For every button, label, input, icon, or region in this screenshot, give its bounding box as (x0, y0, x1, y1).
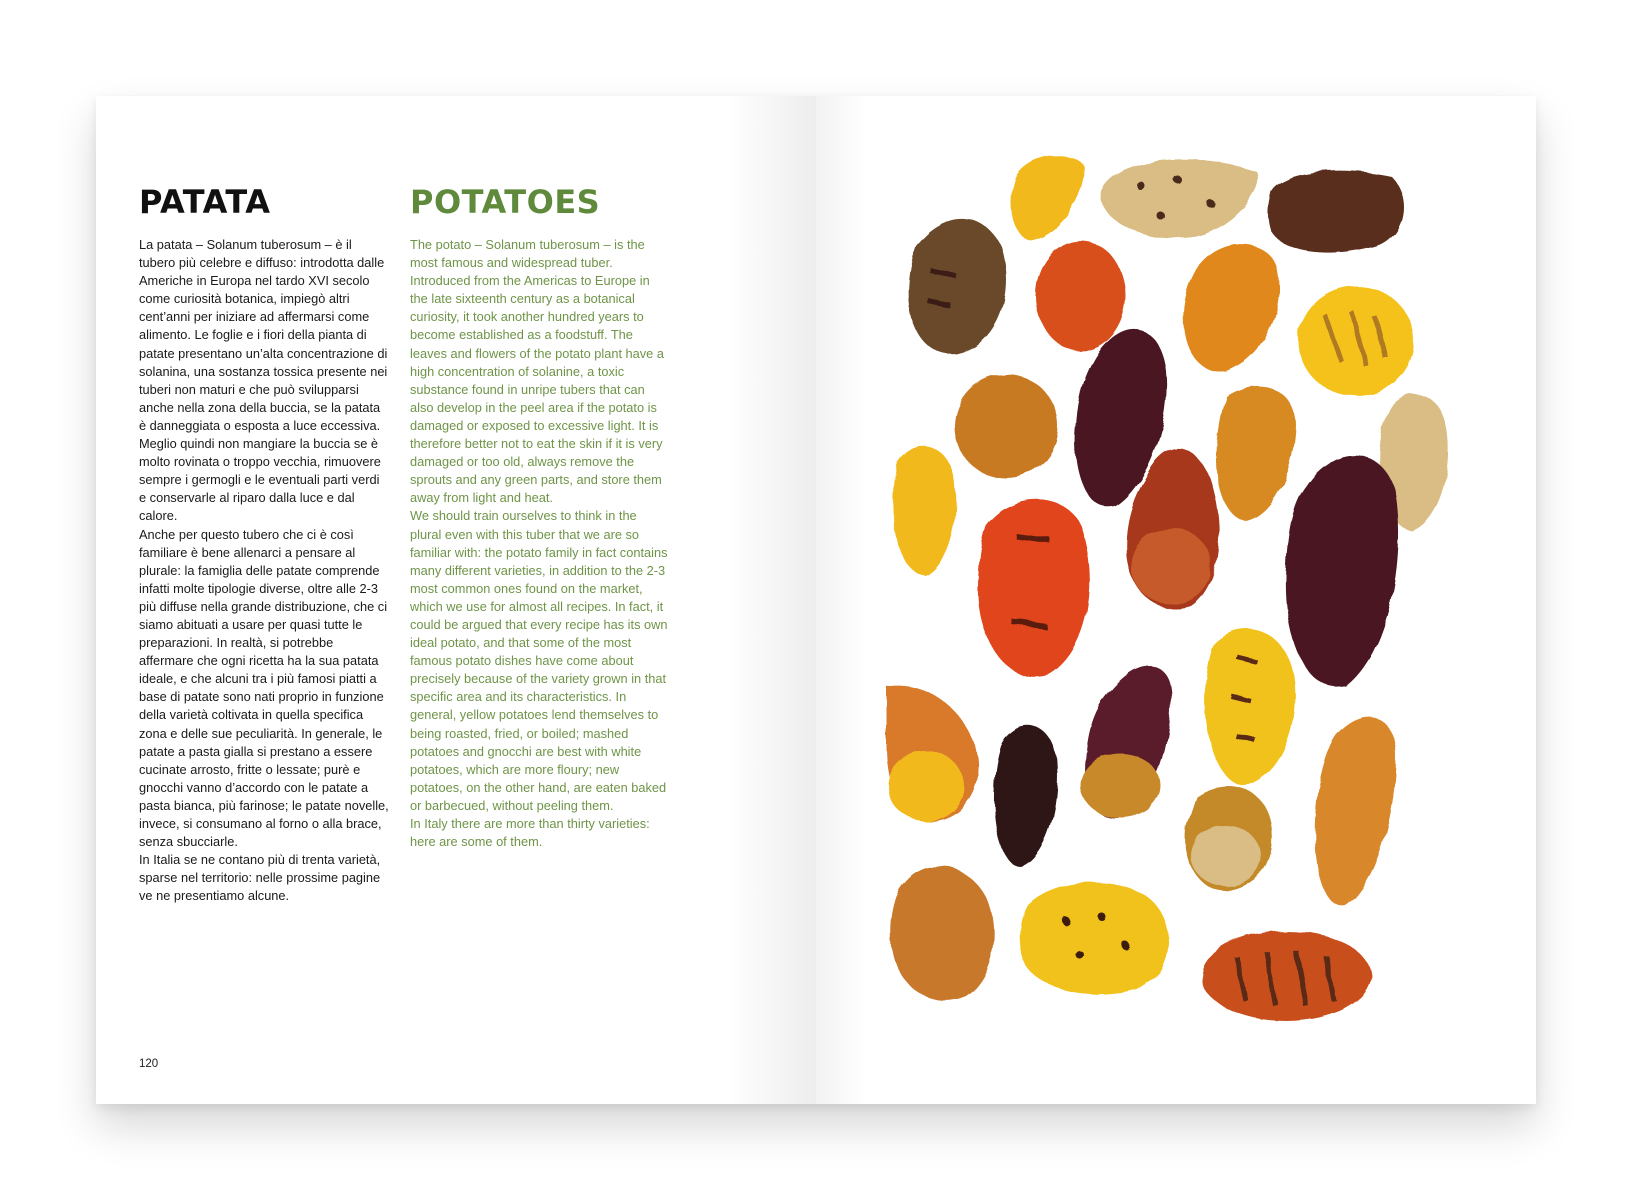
english-body (410, 236, 670, 851)
potato-brown-large (908, 219, 1006, 354)
potato-ochre-round (954, 374, 1058, 478)
italian-title: PATATA (139, 183, 271, 221)
potato-yellow-cut-face (888, 751, 964, 821)
potato-orange-round (1036, 241, 1126, 351)
potato-dark-brown (1268, 171, 1403, 253)
potato-ochre-long (1315, 717, 1396, 906)
english-title: POTATOES (410, 183, 601, 221)
italian-paragraph: In Italia se ne contano più di trenta varietà, sparse nel territorio: nelle prossime pagine ve ne presentiamo alcune. (139, 852, 381, 904)
potato-beige-spotted (1101, 159, 1258, 237)
potato-purple-large (1285, 455, 1398, 687)
potato-orange-oval (1201, 931, 1371, 1021)
right-page (816, 96, 1536, 1104)
english-paragraph: We should train ourselves to think in the plural even with this tuber that we are so familiar with: the potato family in fact contains many different varieties, in addition to the 2-3 most common ones found on the market, which we use for almost all recipes. In fact, it could be argued that every recipe has its own ideal potato, and that some of the most famous potato dishes have come about precisely because of the variety grown in that specific area and its characteristics. In general, yellow potatoes lend themselves to being roasted, fried, or boiled; mashed potatoes and gnocchi are best with white potatoes, which are more floury; new potatoes, on the other hand, are eaten baked or barbecued, without peeling them. (410, 508, 668, 813)
potato-yellow-striped (1205, 629, 1295, 786)
potato-ochre-cut-face (1081, 754, 1161, 818)
english-column (410, 182, 670, 851)
potato-purple-small (994, 726, 1057, 866)
potato-ochre-triangle (890, 866, 994, 1000)
open-book (96, 96, 1536, 1104)
potato-red-large (978, 500, 1090, 678)
potato-orange-ochre (1184, 244, 1279, 371)
potato-beige-cut-face (1191, 826, 1261, 886)
potato-orange-teardrop (1216, 386, 1296, 521)
italian-paragraph: Anche per questo tubero che ci è così familiare è bene allenarci a pensare al plurale: la famiglia delle patate comprende infatti molte tipologie diverse, oltre alle 2-3 più diffuse nella grande distribuzione, che ci siamo abituati a usare per quasi tutte le preparazioni. In realtà, si potrebbe affermare che ogni ricetta ha la sua patata ideale, e che alcuni tra i più famosi piatti a base di patate sono nati proprio in funzione della varietà coltivata in quella specifica zona e delle sue peculiarità. In generale, le patate a pasta gialla si prestano a essere cucinate arrosto, fritte o lessate; purè e gnocchi vanno d’accordo con le patate a pasta bianca, più farinose; le patate novelle, invece, si consumano al forno o alla brace, senza sbucciarle. (139, 526, 389, 850)
english-paragraph: In Italy there are more than thirty varieties: here are some of them. (410, 816, 650, 850)
italian-column (139, 182, 389, 905)
potato-yellow-spotted (1019, 882, 1168, 994)
italian-paragraph: La patata – Solanum tuberosum – è il tubero più celebre e diffuso: introdotta dalle Americhe in Europa nel tardo XVI secolo come curiosità botanica, impiegò altri cent’anni per iniziare ad affermarsi come alimento. Le foglie e i fiori della pianta di patate presentano un’alta concentrazione di solanina, una sostanza tossica presente nei tuberi non maturi e che può svilupparsi anche nella zona della buccia, se la patata è danneggiata o esposta a luce eccessiva. Meglio quindi non mangiare la buccia se è molto rovinata o troppo vecchia, rimuovere sempre i germogli e le eventuali parti verdi e conservarle al riparo dalla luce e dal calore. (139, 237, 388, 524)
page-number: 120 (139, 1058, 159, 1070)
italian-body (139, 236, 389, 905)
potato-yellow-small (1011, 156, 1084, 241)
english-paragraph: The potato – Solanum tuberosum – is the most famous and widespread tuber. Introduced from the Americas to Europe in the late sixteenth century as a botanical curiosity, it took another hundred years to become established as a foodstuff. The leaves and flowers of the potato plant have a high concentration of solanine, a toxic substance found in unripe tubers that can also develop in the peel area if the potato is damaged or exposed to excessive light. It is therefore better not to eat the skin if it is very damaged or too old, always remove the sprouts and any green parts, and store them away from light and heat. (410, 237, 664, 506)
potato-yellow-round (1298, 286, 1414, 396)
potato-cut-face (1131, 528, 1211, 604)
potato-illustration (816, 96, 1536, 1104)
left-page (96, 96, 816, 1104)
potato-yellow-long (893, 446, 956, 576)
gutter-shadow (726, 96, 816, 1104)
